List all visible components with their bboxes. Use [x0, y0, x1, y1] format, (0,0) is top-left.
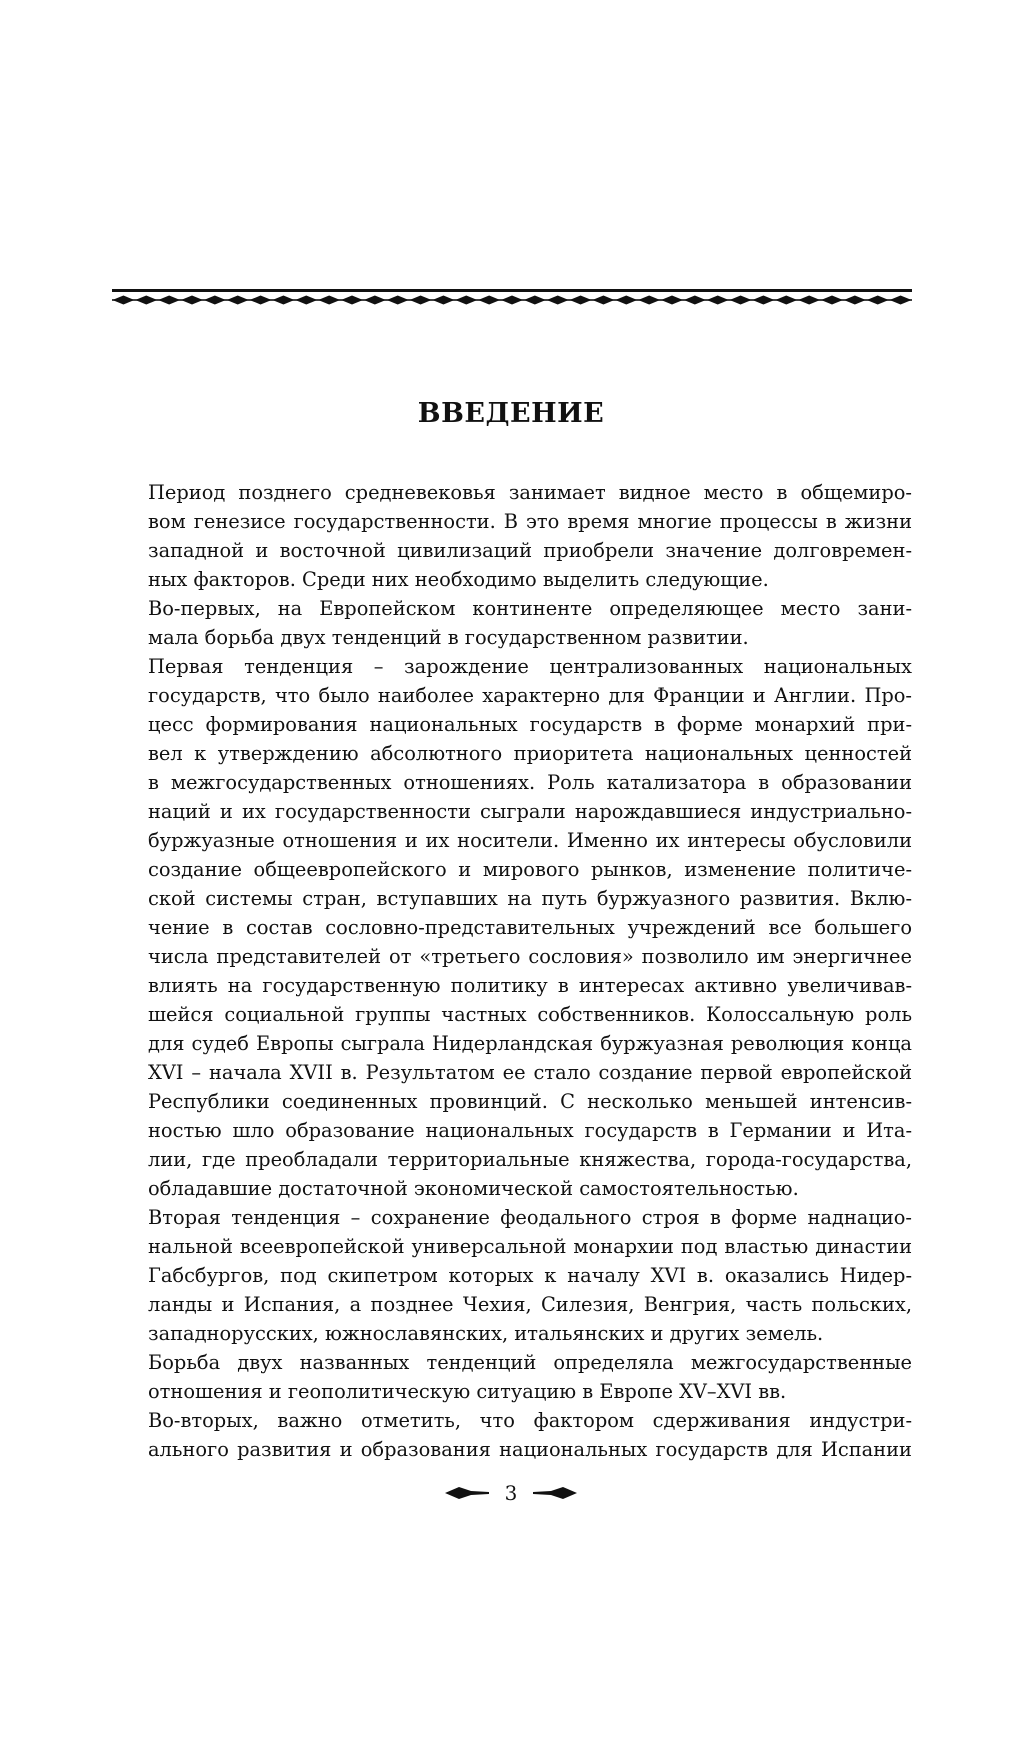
- text-line: ланды и Испания, а позднее Чехия, Силезия, Венгрия, часть польских,: [148, 1293, 912, 1316]
- text-line: вел к утверждению абсолютного приоритета национальных ценностей: [148, 742, 912, 765]
- text-line: числа представителей от «третьего сословия» позволило им энергичнее: [148, 945, 912, 968]
- text-line: государств, что было наиболее характерно для Франции и Англии. Про-: [148, 684, 912, 707]
- text-line: лии, где преобладали территориальные княжества, города-государства,: [148, 1148, 912, 1171]
- page-number: 3: [504, 1481, 518, 1505]
- text-line: отношения и геополитическую ситуацию в Европе XV–XVI вв.: [148, 1380, 787, 1403]
- arrow-right-ornament-icon: [533, 1486, 577, 1500]
- text-line: ностью шло образование национальных государств в Германии и Ита-: [148, 1119, 912, 1142]
- text-line: наций и их государственности сыграли нарождавшиеся индустриально-: [148, 800, 912, 823]
- text-line: для судеб Европы сыграла Нидерландская буржуазная революция конца: [148, 1032, 912, 1055]
- text-line: Первая тенденция – зарождение централизованных национальных: [148, 655, 912, 678]
- header-ornament-icon: [112, 289, 912, 305]
- paragraph-1: [112, 478, 912, 594]
- text-line: западной и восточной цивилизаций приобрели значение долговремен-: [148, 539, 912, 562]
- paragraph-4: [112, 1203, 912, 1348]
- paragraph-3: [112, 652, 912, 1203]
- arrow-left-ornament-icon: [445, 1486, 489, 1500]
- paragraph-6: [112, 1406, 912, 1464]
- text-line: влиять на государственную политику в интересах активно увеличивав-: [148, 974, 912, 997]
- text-line: Во-вторых, важно отметить, что фактором сдерживания индустри-: [148, 1409, 912, 1432]
- text-line: в межгосударственных отношениях. Роль катализатора в образовании: [148, 771, 912, 794]
- text-line: Во-первых, на Европейском континенте определяющее место зани-: [148, 597, 912, 620]
- text-line: западнорусских, южнославянских, итальянских и других земель.: [148, 1322, 824, 1345]
- page-footer: [0, 1478, 1022, 1508]
- text-line: ской системы стран, вступавших на путь буржуазного развития. Вклю-: [148, 887, 912, 910]
- text-line: Республики соединенных провинций. С несколько меньшей интенсив-: [148, 1090, 912, 1113]
- text-line: Период позднего средневековья занимает видное место в общемиро-: [148, 481, 912, 504]
- text-line: чение в состав сословно-представительных учреждений все большего: [148, 916, 912, 939]
- text-line: Габсбургов, под скипетром которых к началу XVI в. оказались Нидер-: [148, 1264, 912, 1287]
- text-line: Вторая тенденция – сохранение феодального строя в форме наднацио-: [148, 1206, 912, 1229]
- paragraph-5: [112, 1348, 912, 1406]
- text-line: ального развития и образования национальных государств для Испании: [148, 1438, 912, 1461]
- text-line: шейся социальной группы частных собственников. Колоссальную роль: [148, 1003, 912, 1026]
- text-line: буржуазные отношения и их носители. Именно их интересы обусловили: [148, 829, 912, 852]
- chapter-title: ВВЕДЕНИЕ: [417, 398, 605, 429]
- text-line: мала борьба двух тенденций в государственном развитии.: [148, 626, 749, 649]
- text-line: создание общеевропейского и мирового рынков, изменение политиче-: [148, 858, 912, 881]
- body-text: [112, 478, 912, 1464]
- text-line: Борьба двух названных тенденций определяла межгосударственные: [148, 1351, 912, 1374]
- text-line: обладавшие достаточной экономической самостоятельностью.: [148, 1177, 799, 1200]
- text-line: вом генезисе государственности. В это время многие процессы в жизни: [148, 510, 912, 533]
- text-line: нальной всеевропейской универсальной монархии под властью династии: [148, 1235, 912, 1258]
- text-line: цесс формирования национальных государств в форме монархий при-: [148, 713, 912, 736]
- text-line: ных факторов. Среди них необходимо выделить следующие.: [148, 568, 769, 591]
- paragraph-2: [112, 594, 912, 652]
- text-line: XVI – начала XVII в. Результатом ее стало создание первой европейской: [148, 1061, 912, 1084]
